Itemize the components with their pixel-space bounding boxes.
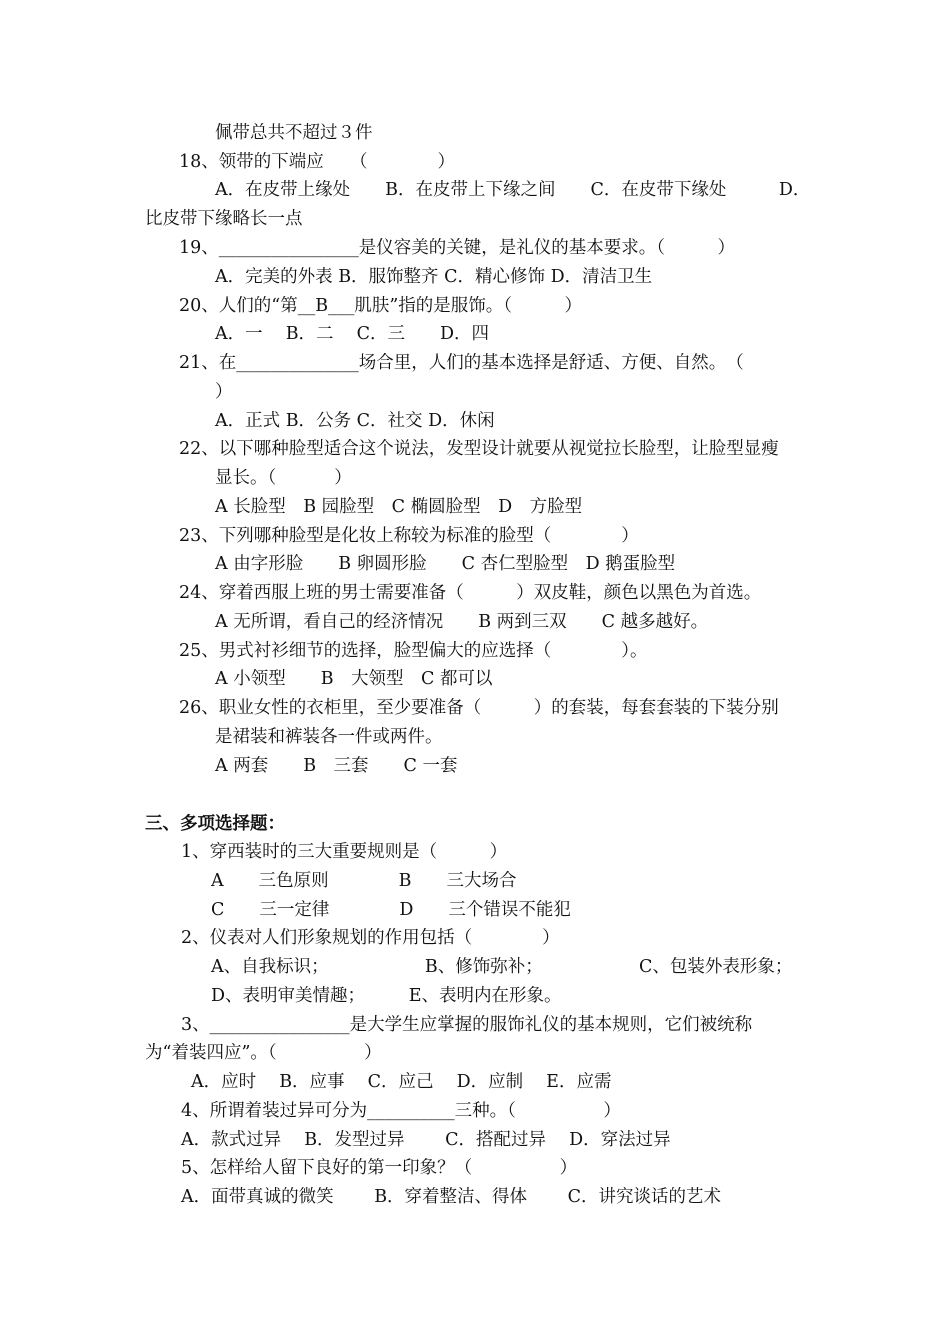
multi-question-4: 4、所谓着装过异可分为__________三种。（ ） <box>181 1101 621 1121</box>
multi-options-1b: C 三一定律 D 三个错误不能犯 <box>211 900 571 920</box>
question-22: 22、以下哪种脸型适合这个说法，发型设计就要从视觉拉长脸型，让脸型显瘦 <box>179 439 779 459</box>
multi-options-1a: A 三色原则 B 三大场合 <box>211 871 517 891</box>
question-18: 18、领带的下端应 （ ） <box>179 152 456 172</box>
multi-question-5: 5、怎样给人留下良好的第一印象？（ ） <box>181 1158 578 1178</box>
options-18: A．在皮带上缘处 B．在皮带上下缘之间 C．在皮带下缘处 D． <box>215 180 811 200</box>
options-26: A 两套 B 三套 C 一套 <box>215 756 458 776</box>
multi-options-2a: A、自我标识； B、修饰弥补； C、包装外表形象； <box>211 957 793 977</box>
multi-question-3: 3、________________是大学生应掌握的服饰礼仪的基本规则，它们被统称 <box>181 1015 753 1035</box>
text-line: 为“着装四应”。（ ） <box>145 1043 382 1063</box>
options-23: A 由字形脸 B 卵圆形脸 C 杏仁型脸型 D 鹅蛋脸型 <box>215 554 676 574</box>
options-25: A 小领型 B 大领型 C 都可以 <box>215 669 493 689</box>
options-19: A．完美的外表 B．服饰整齐 C．精心修饰 D．清洁卫生 <box>215 267 653 287</box>
options-20: A．一 B．二 C．三 D．四 <box>215 324 490 344</box>
multi-options-5: A．面带真诚的微笑 B．穿着整洁、得体 C．讲究谈话的艺术 <box>181 1187 722 1207</box>
section-heading: 三、多项选择题： <box>145 814 285 834</box>
question-20: 20、人们的“第__B___肌肤”指的是服饰。（ ） <box>179 296 583 316</box>
question-25: 25、男式衬衫细节的选择，脸型偏大的应选择（ ）。 <box>179 641 648 661</box>
multi-question-2: 2、仪表对人们形象规划的作用包括（ ） <box>181 928 560 948</box>
text-line: 佩带总共不超过３件 <box>215 123 373 143</box>
options-22: A 长脸型 B 园脸型 C 椭圆脸型 D 方脸型 <box>215 497 583 517</box>
options-21: A．正式 B．公务 C．社交 D．休闲 <box>215 411 495 431</box>
options-24: A 无所谓，看自己的经济情况 B 两到三双 C 越多越好。 <box>215 612 709 632</box>
multi-question-1: 1、穿西装时的三大重要规则是（ ） <box>181 842 508 862</box>
multi-options-3: A．应时 B．应事 C．应己 D．应制 E．应需 <box>191 1072 612 1092</box>
question-19: 19、________________是仪容美的关键，是礼仪的基本要求。（ ） <box>179 238 736 258</box>
text-line: 显长。（ ） <box>215 468 352 488</box>
question-24: 24、穿着西服上班的男士需要准备（ ）双皮鞋，颜色以黑色为首选。 <box>179 583 762 603</box>
text-line: 比皮带下缘略长一点 <box>145 209 303 229</box>
question-21: 21、在______________场合里，人们的基本选择是舒适、方便、自然。 （ <box>179 353 744 373</box>
multi-options-2b: D、表明审美情趣； E、表明内在形象。 <box>211 986 562 1006</box>
question-23: 23、下列哪种脸型是化妆上称较为标准的脸型（ ） <box>179 526 639 546</box>
text-line: ） <box>215 382 233 402</box>
text-line: 是裙装和裤装各一件或两件。 <box>215 727 443 747</box>
multi-options-4: A．款式过异 B．发型过异 C．搭配过异 D．穿法过异 <box>181 1130 671 1150</box>
question-26: 26、职业女性的衣柜里，至少要准备（ ）的套装，每套套装的下装分别 <box>179 698 779 718</box>
